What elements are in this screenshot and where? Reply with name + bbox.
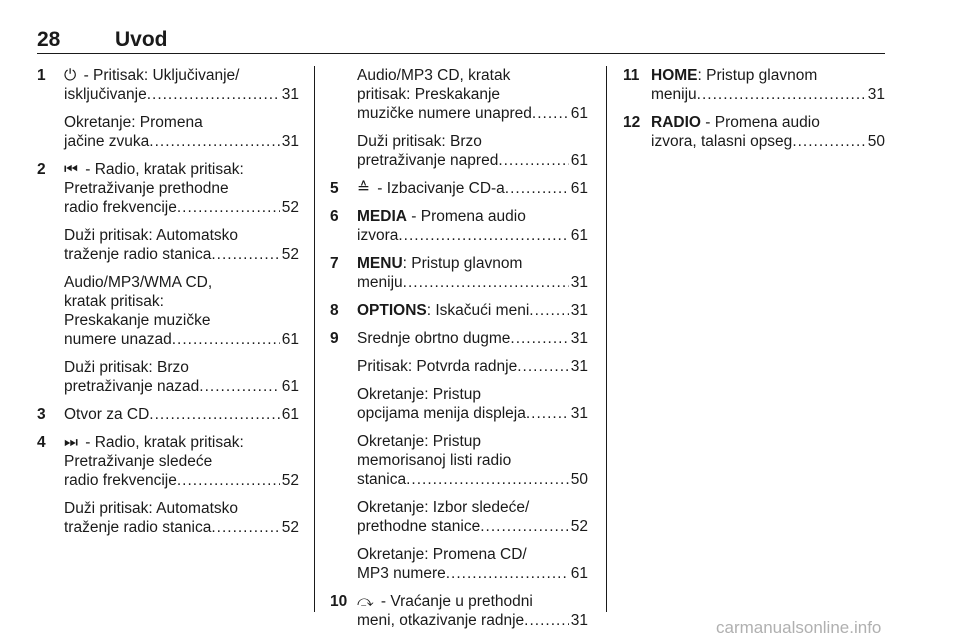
entry-number: 9 — [330, 330, 339, 347]
legend-entry-12: 12 RADIO - Promena audio izvora, talasni opseg ..... 50 — [623, 113, 885, 151]
eject-icon: ≙ — [357, 180, 370, 197]
page-ref[interactable]: 61 — [570, 565, 588, 582]
legend-entry-1: 1 ⏻ - Pritisak: Uključivanje/ isključivanje ..... 31 — [37, 66, 299, 104]
entry-number: 1 — [37, 67, 46, 84]
page-ref[interactable]: 61 — [570, 227, 588, 244]
page-ref[interactable]: 31 — [570, 612, 588, 629]
watermark: carmanualsonline.info — [716, 618, 882, 637]
legend-subentry: Okretanje: Promena jačine zvuka ..... 31 — [37, 113, 299, 151]
page-ref[interactable]: 52 — [281, 472, 299, 489]
legend-subentry: Duži pritisak: Automatsko traženje radio stanica ..... 52 — [37, 226, 299, 264]
page-ref[interactable]: 52 — [281, 199, 299, 216]
legend-entry-11: 11 HOME: Pristup glavnom meniju ..... 31 — [623, 66, 885, 104]
legend-subentry: Okretanje: Izbor sledeće/ prethodne stanice ..... 52 — [330, 498, 588, 536]
legend-subentry: Duži pritisak: Brzo pretraživanje nazad ..... 61 — [37, 358, 299, 396]
chapter-title: Uvod — [115, 28, 168, 51]
page-number: 28 — [37, 28, 61, 51]
legend-subentry: Audio/MP3/WMA CD, kratak pritisak: Preskakanje muzičke numere unazad ..... 61 — [37, 273, 299, 349]
legend-entry-10: 10 ⤼ - Vraćanje u prethodni meni, otkazivanje radnje ..... 31 — [330, 592, 588, 630]
page-ref[interactable]: 52 — [281, 519, 299, 536]
power-icon: ⏻ — [64, 67, 77, 84]
home-button-label: HOME — [651, 67, 698, 84]
page-ref[interactable]: 50 — [867, 133, 885, 150]
entry-number: 5 — [330, 180, 339, 197]
page-ref[interactable]: 31 — [570, 358, 588, 375]
page-ref[interactable]: 61 — [570, 152, 588, 169]
entry-number: 6 — [330, 208, 339, 225]
legend-entry-8: 8 OPTIONS: Iskačući meni ..... 31 — [330, 301, 588, 320]
legend-subentry: Duži pritisak: Brzo pretraživanje napred ..... 61 — [330, 132, 588, 170]
entry-number: 7 — [330, 255, 339, 272]
page-ref[interactable]: 52 — [570, 518, 588, 535]
legend-subentry: Pritisak: Potvrda radnje ..... 31 — [330, 357, 588, 376]
legend-entry-2: 2 ⏮ - Radio, kratak pritisak: Pretraživanje prethodne radio frekvencije ..... 52 — [37, 160, 299, 217]
menu-button-label: MENU — [357, 255, 403, 272]
header-rule — [37, 53, 885, 54]
page-ref[interactable]: 31 — [867, 86, 885, 103]
page-ref[interactable]: 50 — [570, 471, 588, 488]
column-2 — [330, 66, 588, 639]
legend-subentry: Okretanje: Pristup opcijama menija displeja ..... 31 — [330, 385, 588, 423]
page-ref[interactable]: 31 — [570, 405, 588, 422]
page-ref[interactable]: 61 — [281, 406, 299, 423]
radio-button-label: RADIO — [651, 114, 701, 131]
page-ref[interactable]: 31 — [570, 302, 588, 319]
page-ref[interactable]: 31 — [281, 86, 299, 103]
legend-entry-7: 7 MENU: Pristup glavnom meniju ..... 31 — [330, 254, 588, 292]
page-ref[interactable]: 61 — [570, 180, 588, 197]
legend-entry-5: 5 ≙ - Izbacivanje CD-a ..... 61 — [330, 179, 588, 198]
legend-subentry: Okretanje: Promena CD/ MP3 numere ..... 61 — [330, 545, 588, 583]
page-ref[interactable]: 52 — [281, 246, 299, 263]
legend-subentry: Okretanje: Pristup memorisanoj listi radio stanica ..... 50 — [330, 432, 588, 489]
page-ref[interactable]: 61 — [570, 105, 588, 122]
legend-entry-4: 4 ⏭ - Radio, kratak pritisak: Pretraživanje sledeće radio frekvencije ..... 52 — [37, 433, 299, 490]
entry-number: 8 — [330, 302, 339, 319]
column-3 — [623, 66, 885, 160]
entry-number: 10 — [330, 593, 348, 610]
column-divider — [606, 66, 607, 612]
entry-number: 4 — [37, 434, 46, 451]
page-ref[interactable]: 61 — [281, 378, 299, 395]
column-divider — [314, 66, 315, 612]
next-track-icon: ⏭ — [64, 434, 78, 451]
page-ref[interactable]: 31 — [570, 274, 588, 291]
entry-number: 2 — [37, 161, 46, 178]
page-header — [37, 28, 885, 52]
back-arrow-icon: ⤼ — [357, 593, 374, 610]
page-ref[interactable]: 31 — [281, 133, 299, 150]
column-1 — [37, 66, 299, 546]
legend-subentry: Audio/MP3 CD, kratak pritisak: Preskakanje muzičke numere unapred ..... 61 — [330, 66, 588, 123]
page-ref[interactable]: 61 — [281, 331, 299, 348]
media-button-label: MEDIA — [357, 208, 407, 225]
legend-entry-9: 9 Srednje obrtno dugme ..... 31 — [330, 329, 588, 348]
options-button-label: OPTIONS — [357, 302, 427, 319]
entry-number: 3 — [37, 406, 46, 423]
entry-number: 12 — [623, 114, 641, 131]
legend-subentry: Duži pritisak: Automatsko traženje radio stanica ..... 52 — [37, 499, 299, 537]
legend-entry-3: 3 Otvor za CD ..... 61 — [37, 405, 299, 424]
entry-number: 11 — [623, 67, 640, 84]
legend-entry-6: 6 MEDIA - Promena audio izvora ..... 61 — [330, 207, 588, 245]
page-ref[interactable]: 31 — [570, 330, 588, 347]
previous-track-icon: ⏮ — [64, 161, 78, 178]
